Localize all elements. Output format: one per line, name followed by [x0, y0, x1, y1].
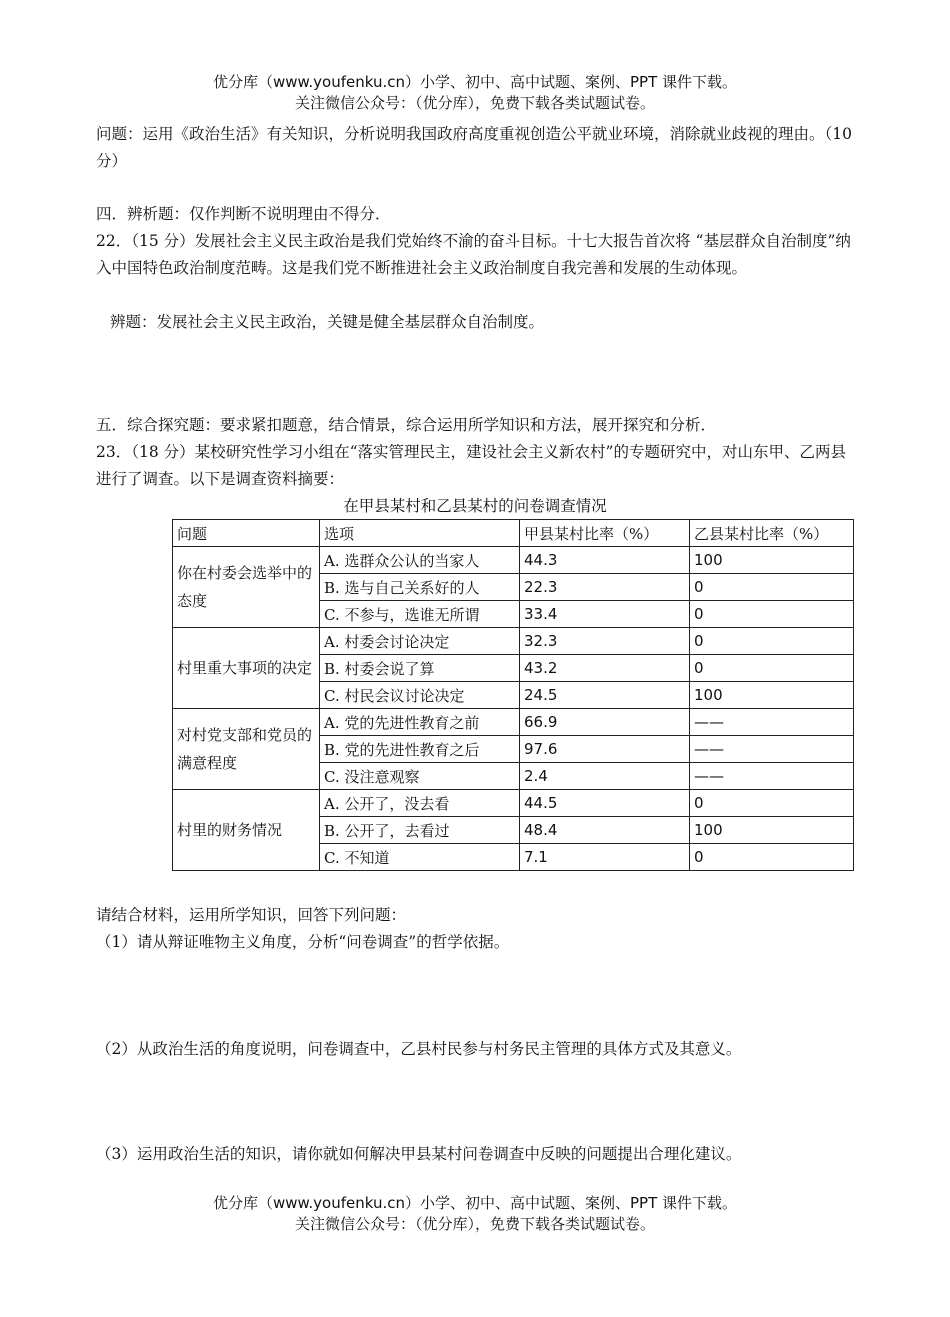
county-b-cell: 0 — [690, 574, 854, 601]
sub-question-3: （3）运用政治生活的知识，请你就如何解决甲县某村问卷调查中反映的问题提出合理化建议。 — [96, 1145, 742, 1163]
option-cell: B. 选与自己关系好的人 — [320, 574, 520, 601]
county-a-cell: 44.3 — [520, 547, 690, 574]
header-cell-question: 问题 — [173, 520, 320, 547]
header-cell-option: 选项 — [320, 520, 520, 547]
section-4-heading: 四．辨析题：仅作判断不说明理由不得分． — [96, 205, 391, 223]
county-a-cell: 7.1 — [520, 844, 690, 871]
county-b-cell: —— — [690, 709, 854, 736]
county-b-cell: 0 — [690, 628, 854, 655]
county-b-cell: 0 — [690, 655, 854, 682]
table-caption: 在甲县某村和乙县某村的问卷调查情况 — [343, 497, 607, 515]
footer-line-2: 关注微信公众号：（优分库），免费下载各类试题试卷。 — [294, 1215, 655, 1233]
county-b-cell: 0 — [690, 844, 854, 871]
option-cell: B. 公开了，去看过 — [320, 817, 520, 844]
county-a-cell: 24.5 — [520, 682, 690, 709]
option-cell: A. 选群众公认的当家人 — [320, 547, 520, 574]
header-line-2: 关注微信公众号：（优分库），免费下载各类试题试卷。 — [294, 94, 655, 112]
option-cell: C. 不知道 — [320, 844, 520, 871]
q21-prompt: 问题：运用《政治生活》有关知识，分析说明我国政府高度重视创造公平就业环境，消除就业歧视的理由。（10 分） — [96, 125, 852, 170]
table-row — [173, 628, 854, 655]
county-b-cell: —— — [690, 736, 854, 763]
question-cell: 对村党支部和党员的满意程度 — [173, 709, 320, 790]
county-b-cell: 100 — [690, 817, 854, 844]
county-b-cell: 100 — [690, 547, 854, 574]
option-cell: A. 公开了，没去看 — [320, 790, 520, 817]
question-23: 23．（18 分）某校研究性学习小组在“落实管理民主，建设社会主义新农村”的专题研究中，对山东甲、乙两县进行了调查。以下是调查资料摘要： — [96, 443, 846, 488]
option-cell: C. 不参与，选谁无所谓 — [320, 601, 520, 628]
header-cell-county-a: 甲县某村比率（%） — [520, 520, 690, 547]
county-a-cell: 43.2 — [520, 655, 690, 682]
header-cell-county-b: 乙县某村比率（%） — [690, 520, 854, 547]
page-header — [0, 72, 950, 114]
county-a-cell: 33.4 — [520, 601, 690, 628]
table-header-row — [173, 520, 854, 547]
option-cell: A. 村委会讨论决定 — [320, 628, 520, 655]
county-b-cell: 0 — [690, 601, 854, 628]
county-a-cell: 97.6 — [520, 736, 690, 763]
header-line-1: 优分库（www.youfenku.cn）小学、初中、高中试题、案例、PPT 课件下载。 — [212, 73, 738, 91]
question-22-topic: 辨题：发展社会主义民主政治，关键是健全基层群众自治制度。 — [110, 313, 545, 331]
county-a-cell: 2.4 — [520, 763, 690, 790]
county-b-cell: —— — [690, 763, 854, 790]
option-cell: C. 没注意观察 — [320, 763, 520, 790]
county-a-cell: 32.3 — [520, 628, 690, 655]
section-5-heading: 五．综合探究题：要求紧扣题意，结合情景，综合运用所学知识和方法，展开探究和分析． — [96, 416, 717, 434]
question-cell: 你在村委会选举中的态度 — [173, 547, 320, 628]
survey-table — [172, 519, 854, 871]
county-b-cell: 0 — [690, 790, 854, 817]
county-a-cell: 66.9 — [520, 709, 690, 736]
sub-question-1: （1）请从辩证唯物主义角度，分析“问卷调查”的哲学依据。 — [96, 933, 510, 951]
county-a-cell: 44.5 — [520, 790, 690, 817]
option-cell: A. 党的先进性教育之前 — [320, 709, 520, 736]
question-cell: 村里重大事项的决定 — [173, 628, 320, 709]
table-row — [173, 709, 854, 736]
instruction-text: 请结合材料，运用所学知识，回答下列问题： — [96, 906, 407, 924]
question-cell: 村里的财务情况 — [173, 790, 320, 871]
option-cell: B. 村委会说了算 — [320, 655, 520, 682]
sub-question-2: （2）从政治生活的角度说明，问卷调查中，乙县村民参与村务民主管理的具体方式及其意义。 — [96, 1040, 742, 1058]
question-22: 22．（15 分）发展社会主义民主政治是我们党始终不渝的奋斗目标。十七大报告首次将 “基层群众自治制度”纳入中国特色政治制度范畴。这是我们党不断推进社会主义政治制度自我完善和发展的生动体现。 — [96, 232, 851, 277]
county-b-cell: 100 — [690, 682, 854, 709]
option-cell: B. 党的先进性教育之后 — [320, 736, 520, 763]
county-a-cell: 48.4 — [520, 817, 690, 844]
county-a-cell: 22.3 — [520, 574, 690, 601]
table-row — [173, 547, 854, 574]
option-cell: C. 村民会议讨论决定 — [320, 682, 520, 709]
footer-line-1: 优分库（www.youfenku.cn）小学、初中、高中试题、案例、PPT 课件下载。 — [212, 1194, 738, 1212]
page-footer — [0, 1193, 950, 1235]
table-row — [173, 790, 854, 817]
